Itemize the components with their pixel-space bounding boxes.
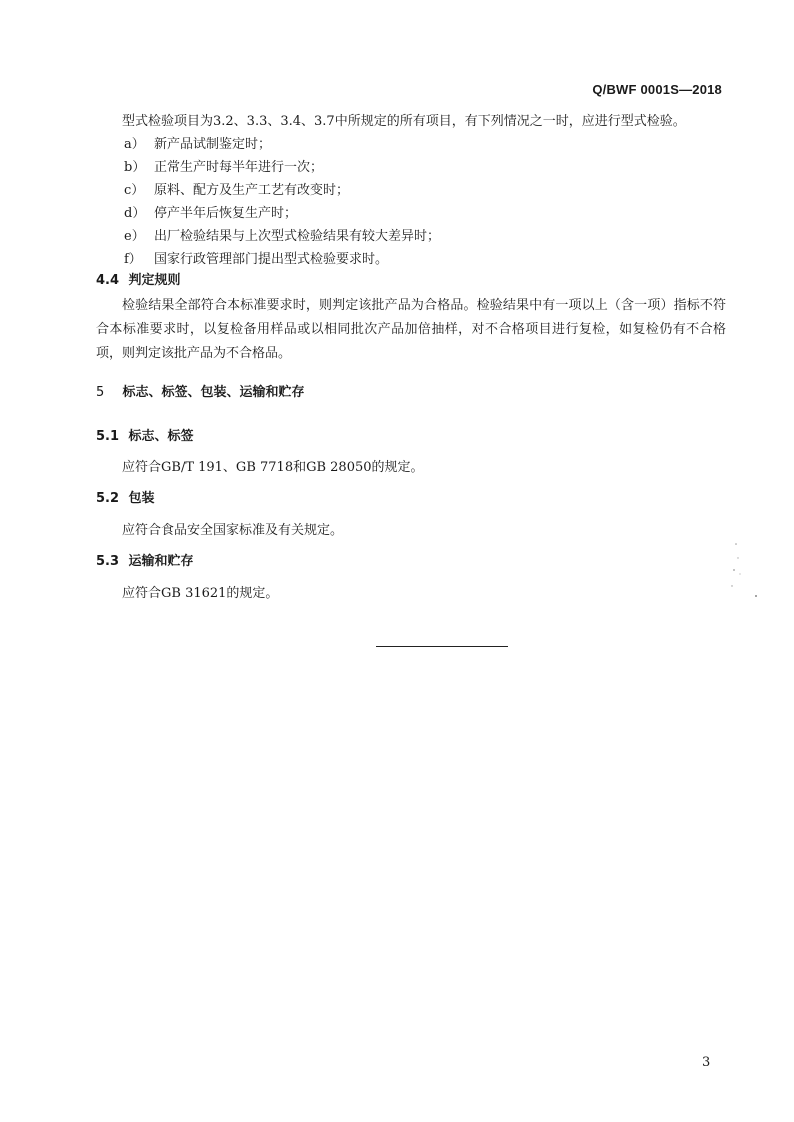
section-title: 判定规则 <box>128 273 181 288</box>
end-of-document-rule <box>376 646 508 647</box>
chapter-number: 5 <box>96 385 105 400</box>
list-item <box>124 156 323 175</box>
list-item <box>124 133 271 152</box>
list-item-label: d） <box>124 206 146 221</box>
section-heading-5-2 <box>96 487 155 506</box>
section-heading-5-1 <box>96 425 194 444</box>
list-item-text: 国家行政管理部门提出型式检验要求时。 <box>154 252 389 267</box>
type-inspection-intro: 型式检验项目为3.2、3.3、3.4、3.7中所规定的所有项目，有下列情况之一时，应进行型式检验。 <box>122 114 686 129</box>
chapter-title: 标志、标签、包装、运输和贮存 <box>122 385 305 400</box>
list-item-label: a） <box>124 137 145 152</box>
list-item-label: b） <box>124 160 146 175</box>
page-number: 3 <box>702 1055 711 1070</box>
list-item-text: 原料、配方及生产工艺有改变时； <box>154 183 350 198</box>
list-item-label: f） <box>124 252 142 267</box>
list-item-label: e） <box>124 229 145 244</box>
list-item-text: 正常生产时每半年进行一次； <box>154 160 324 175</box>
scan-noise-specks <box>730 540 770 610</box>
section-body-5-2: 应符合食品安全国家标准及有关规定。 <box>122 523 344 538</box>
section-number: 4.4 <box>96 273 120 288</box>
section-body-5-3: 应符合GB 31621的规定。 <box>122 586 279 601</box>
list-item <box>124 248 388 267</box>
section-number: 5.2 <box>96 491 120 506</box>
section-heading-4-4 <box>96 269 181 288</box>
list-item <box>124 202 297 221</box>
section-body-4-4: 检验结果全部符合本标准要求时，则判定该批产品为合格品。检验结果中有一项以上（含一项）指标不符合本标准要求时，以复检备用样品或以相同批次产品加倍抽样，对不合格项目进行复检，如复检仍有不合格项，则判定该批产品为不合格品。 <box>96 298 726 361</box>
section-title: 运输和贮存 <box>128 554 194 569</box>
list-item <box>124 225 440 244</box>
list-item-label: c） <box>124 183 145 198</box>
section-number: 5.3 <box>96 554 120 569</box>
section-title: 包装 <box>128 491 155 506</box>
list-item-text: 出厂检验结果与上次型式检验结果有较大差异时； <box>154 229 441 244</box>
section-heading-5-3 <box>96 550 194 569</box>
section-body-5-1: 应符合GB/T 191、GB 7718和GB 28050的规定。 <box>122 460 424 475</box>
list-item-text: 新产品试制鉴定时； <box>154 137 272 152</box>
list-item <box>124 179 349 198</box>
document-code: Q/BWF 0001S—2018 <box>592 82 722 97</box>
section-title: 标志、标签 <box>128 429 194 444</box>
list-item-text: 停产半年后恢复生产时； <box>154 206 298 221</box>
section-number: 5.1 <box>96 429 120 444</box>
chapter-heading-5 <box>96 381 305 400</box>
